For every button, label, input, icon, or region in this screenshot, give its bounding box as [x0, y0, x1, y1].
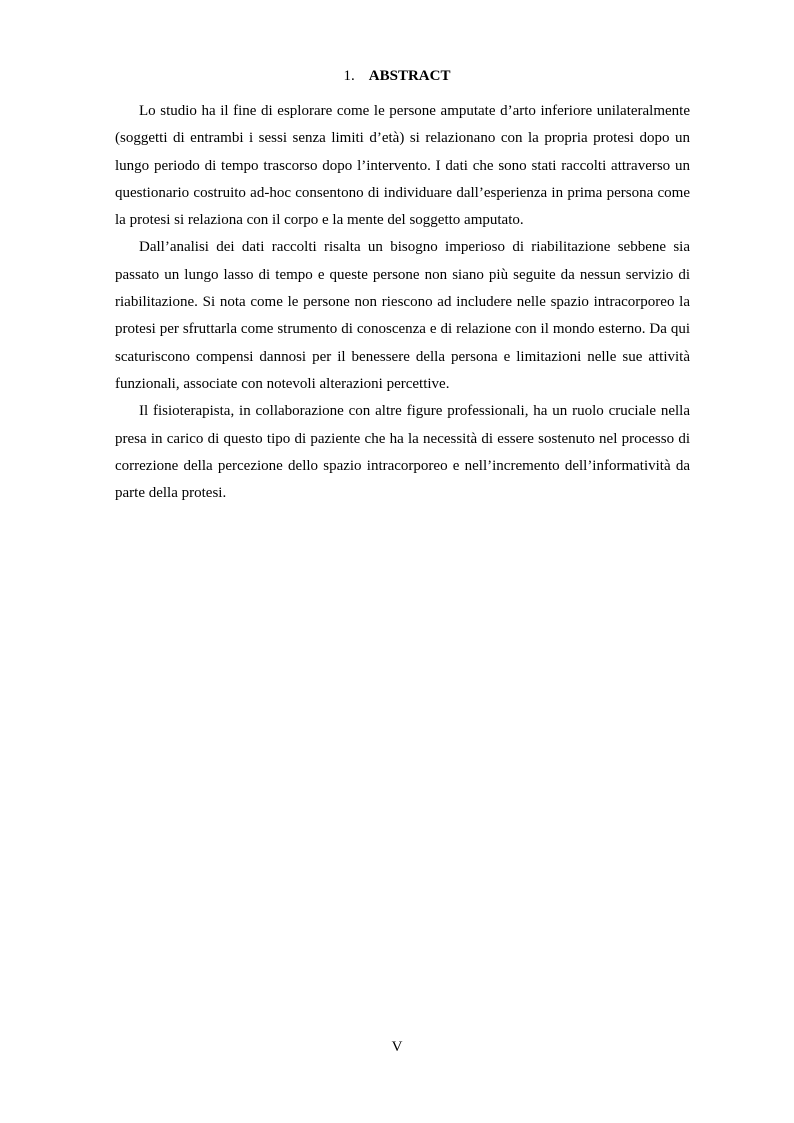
- page-number: V: [391, 1039, 403, 1055]
- section-title: ABSTRACT: [368, 68, 451, 84]
- section-number: 1.: [343, 68, 355, 84]
- abstract-paragraph: Lo studio ha il fine di esplorare come le persone amputate d’arto inferiore unilateralmente (soggetti di entrambi i sessi senza limiti d’età) si relazionano con la propria protesi dopo un lungo periodo di tempo trascorso dopo l’intervento. I dati che sono stati raccolti attraverso un questionario costruito ad-hoc consentono di individuare dall’esperienza in prima persona come la protesi si relaziona con il corpo e la mente del soggetto amputato.: [115, 103, 690, 229]
- abstract-paragraph: Dall’analisi dei dati raccolti risalta un bisogno imperioso di riabilitazione sebbene sia passato un lungo lasso di tempo e queste persone non siano più seguite da nessun servizio di riabilitazione. Si nota come le persone non riescono ad includere nelle spazio intracorporeo la protesi per sfruttarla come strumento di conoscenza e di relazione con il mondo esterno. Da qui scaturiscono compensi dannosi per il benessere della persona e limitazioni nelle sue attività funzionali, associate con notevoli alterazioni percettive.: [115, 239, 690, 392]
- abstract-body: [115, 98, 690, 507]
- abstract-paragraph: Il fisioterapista, in collaborazione con altre figure professionali, ha un ruolo cruciale nella presa in carico di questo tipo di paziente che ha la necessità di essere sostenuto nel processo di correzione della percezione dello spazio intracorporeo e nell’incremento dell’informatività da parte della protesi.: [115, 403, 690, 502]
- section-heading: [0, 66, 794, 86]
